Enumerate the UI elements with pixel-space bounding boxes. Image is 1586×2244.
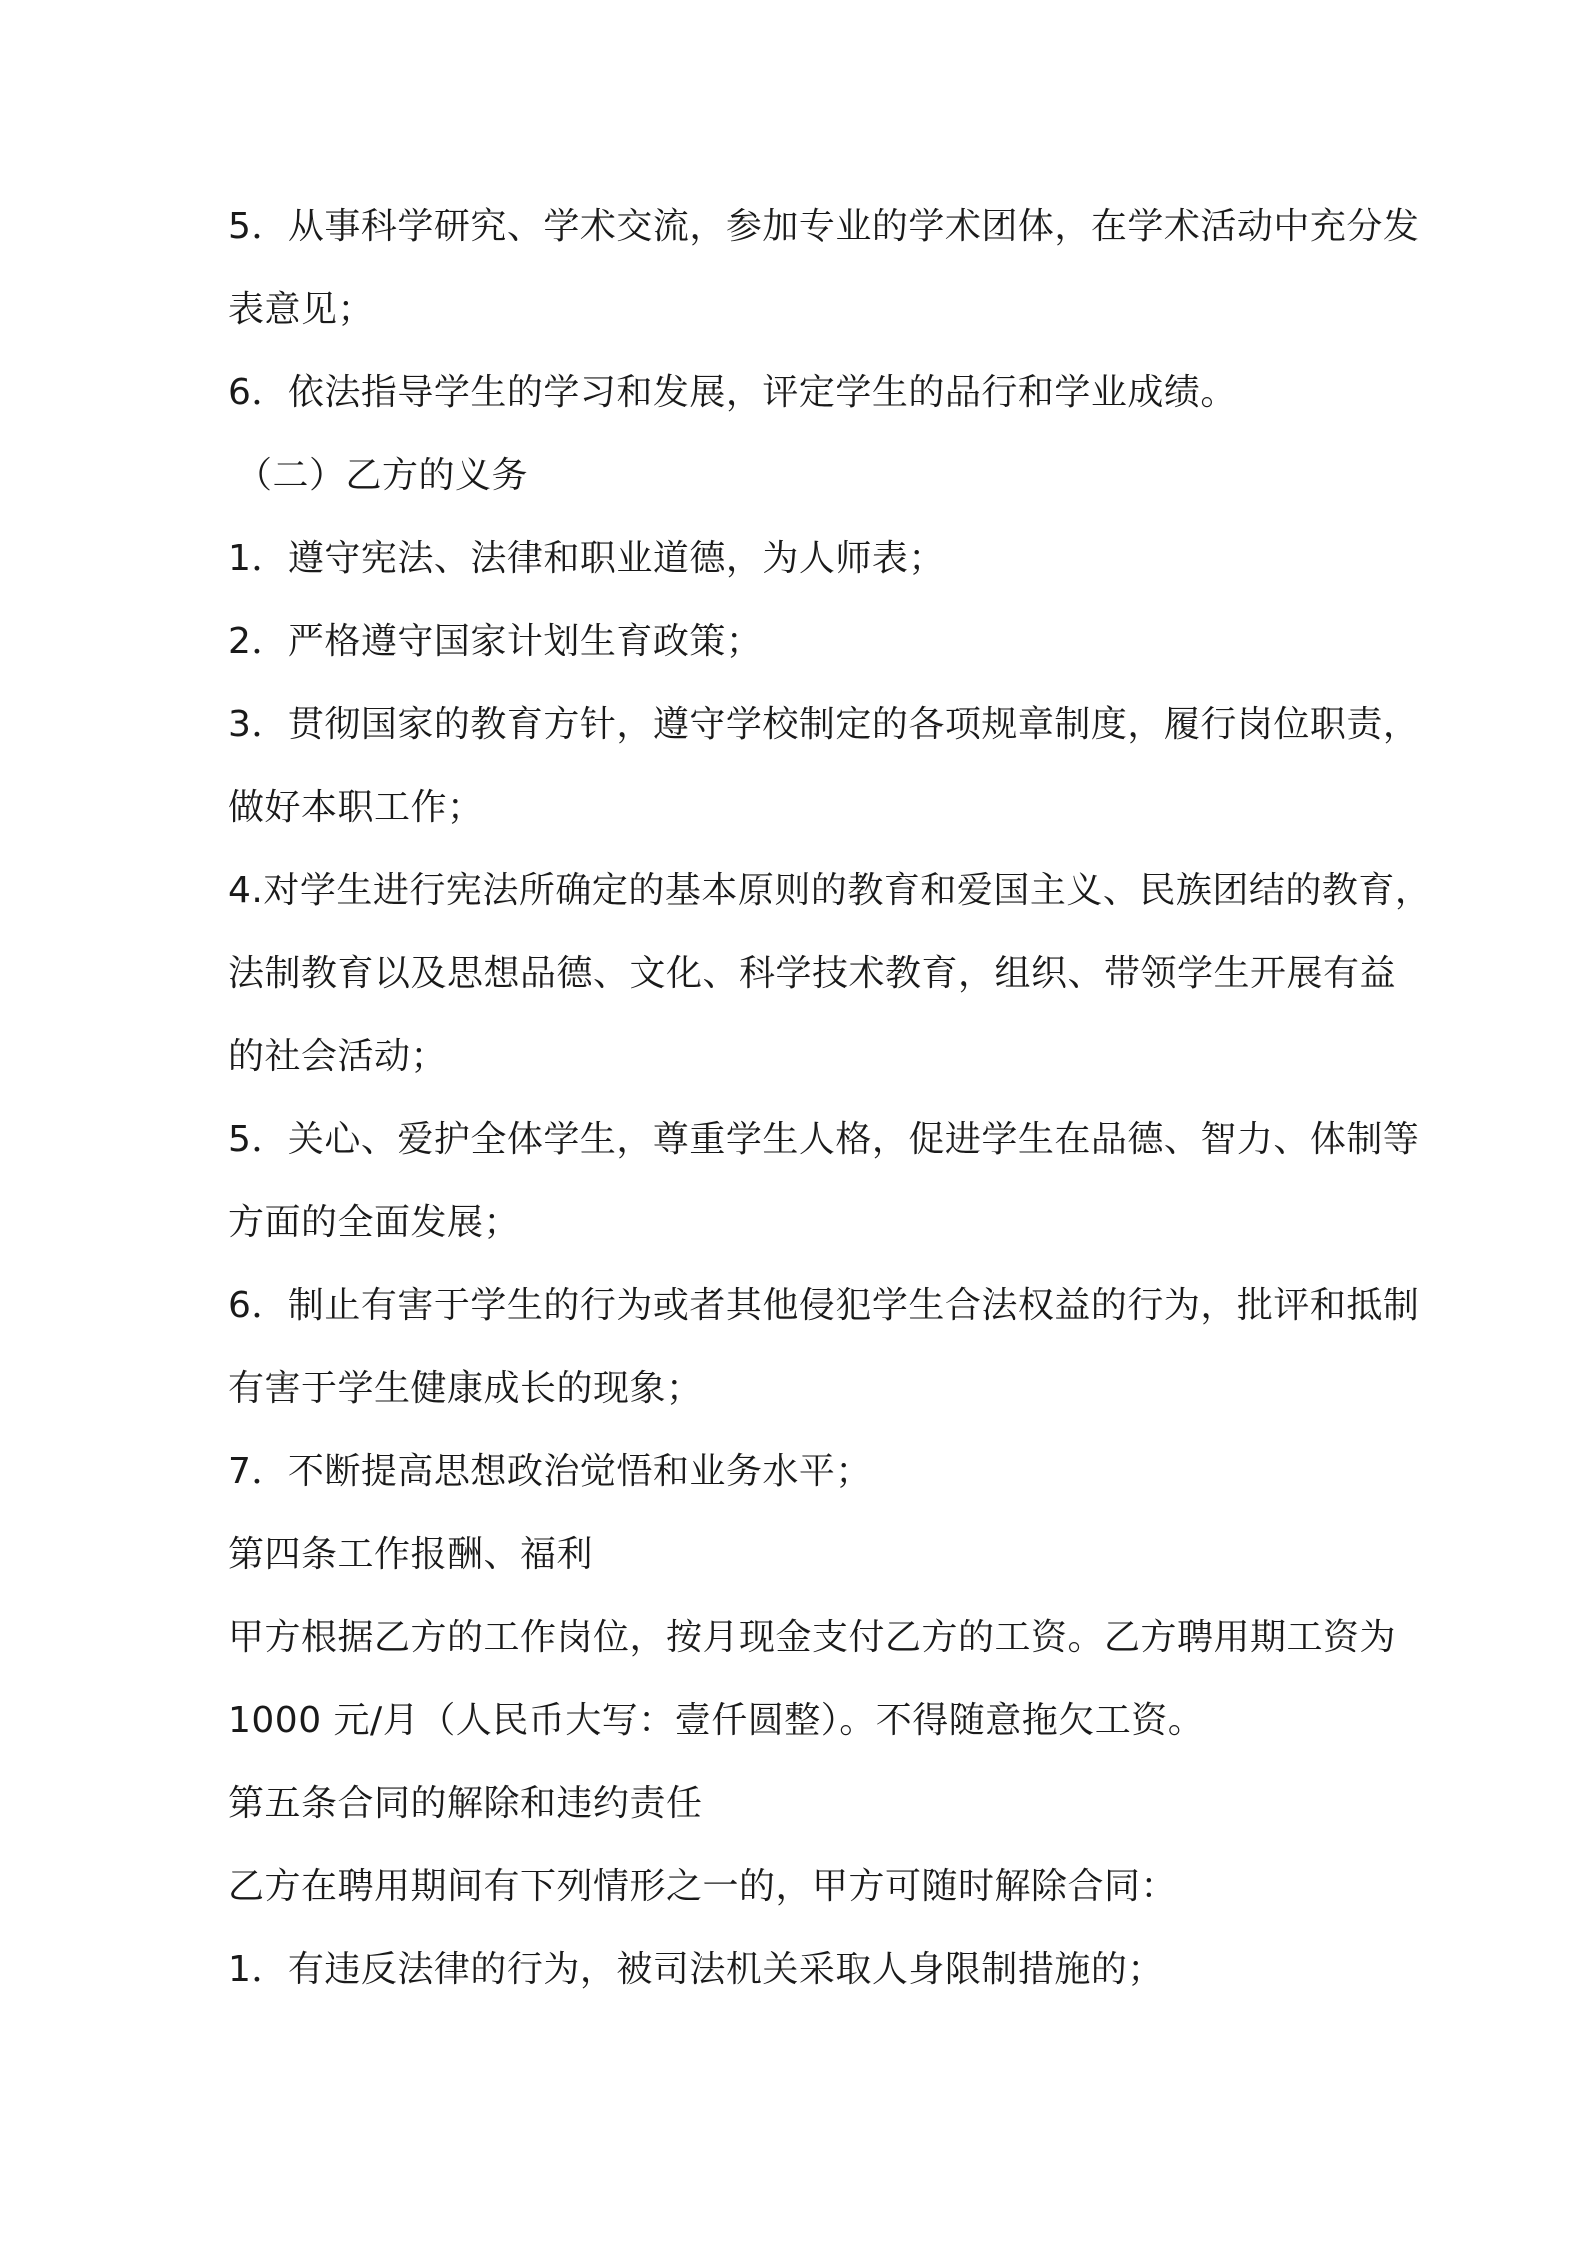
section-heading: （二）乙方的义务 [236,455,529,496]
text-line: 1000 元/月（人民币大写：壹仟圆整）。不得随意拖欠工资。 [228,1700,1205,1741]
text-line: 1．遵守宪法、法律和职业道德，为人师表； [228,538,945,579]
text-line: 7．不断提高思想政治觉悟和业务水平； [228,1451,872,1492]
article-heading: 第四条工作报酬、福利 [228,1534,594,1575]
text-line: 法制教育以及思想品德、文化、科学技术教育，组织、带领学生开展有益 [228,953,1397,994]
text-line: 4.对学生进行宪法所确定的基本原则的教育和爱国主义、民族团结的教育， [228,870,1432,911]
text-line: 5．从事科学研究、学术交流，参加专业的学术团体，在学术活动中充分发 [228,206,1420,247]
text-line: 2．严格遵守国家计划生育政策； [228,621,763,662]
document-body [228,185,1460,2011]
text-line: 3．贯彻国家的教育方针，遵守学校制定的各项规章制度，履行岗位职责， [228,704,1420,745]
text-line: 有害于学生健康成长的现象； [228,1368,703,1409]
text-line: 方面的全面发展； [228,1202,521,1243]
text-line: 1．有违反法律的行为，被司法机关采取人身限制措施的； [228,1949,1164,1990]
article-heading: 第五条合同的解除和违约责任 [228,1783,703,1824]
text-line: 做好本职工作； [228,787,484,828]
text-line: 乙方在聘用期间有下列情形之一的，甲方可随时解除合同： [228,1866,1178,1907]
text-line: 的社会活动； [228,1036,448,1077]
text-line: 6．依法指导学生的学习和发展，评定学生的品行和学业成绩。 [228,372,1237,413]
text-line: 表意见； [228,289,375,330]
text-line: 5．关心、爱护全体学生，尊重学生人格，促进学生在品德、智力、体制等 [228,1119,1420,1160]
text-line: 甲方根据乙方的工作岗位，按月现金支付乙方的工资。乙方聘用期工资为 [228,1617,1397,1658]
text-line: 6．制止有害于学生的行为或者其他侵犯学生合法权益的行为，批评和抵制 [228,1285,1420,1326]
